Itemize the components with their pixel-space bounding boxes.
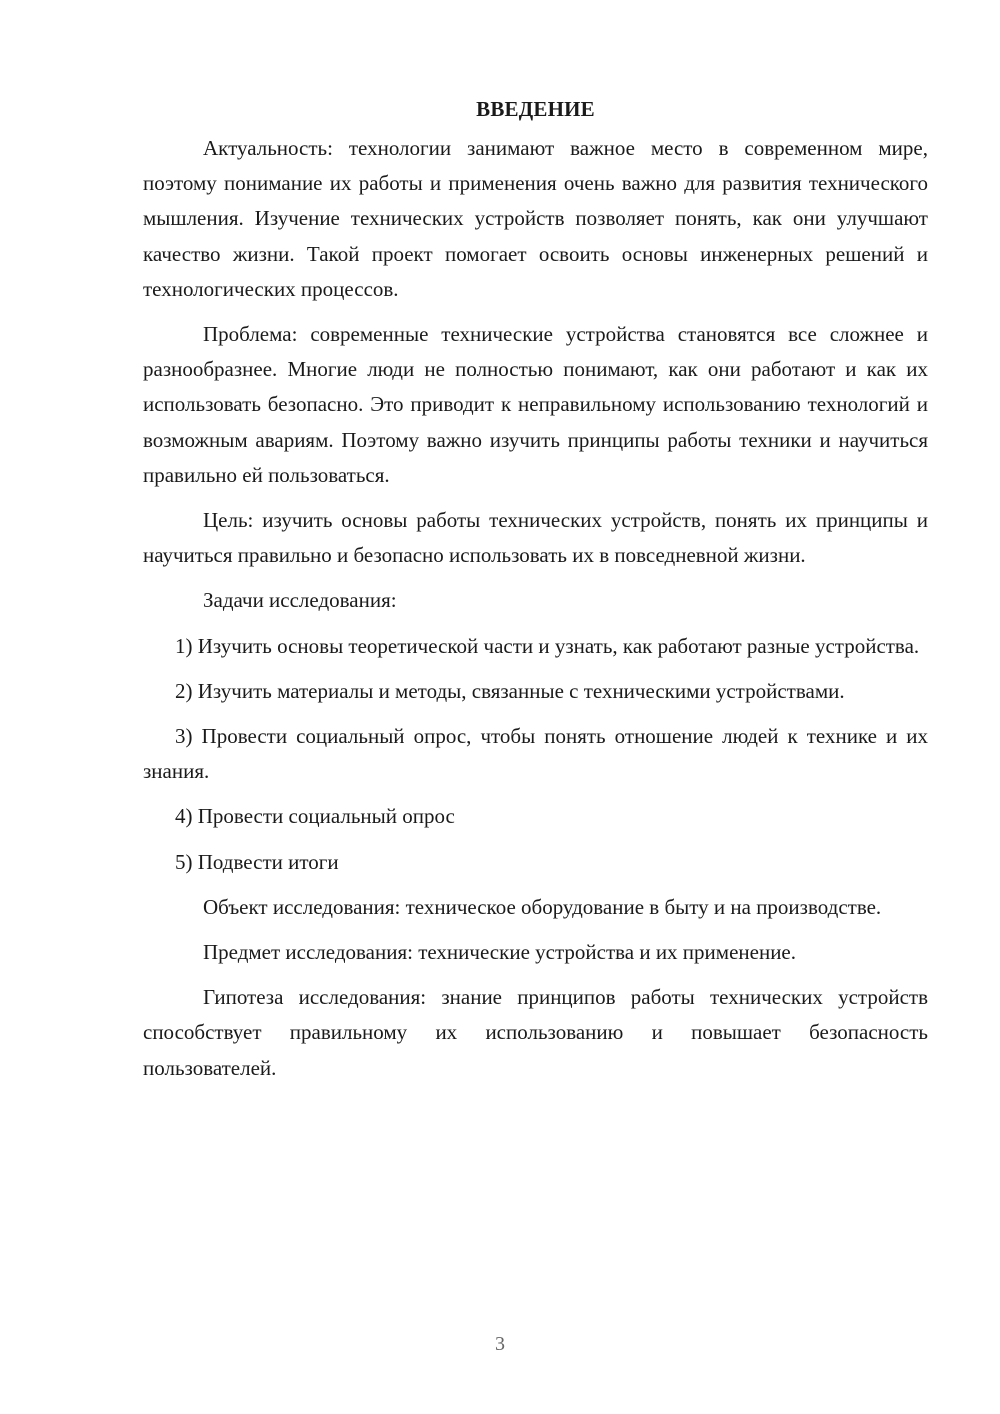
tasks-heading: Задачи исследования: [203,588,397,613]
goal-paragraph: Цель: изучить основы работы технических устройств, понять их принципы и научиться правильно и безопасно использовать их в повседневной жизни. [143,508,928,568]
task-item: 1) Изучить основы теоретической части и узнать, как работают разные устройства. [175,633,920,658]
object-paragraph: Объект исследования: техническое оборудование в быту и на производстве. [203,894,882,919]
document-page [143,92,928,1096]
hypothesis-paragraph: Гипотеза исследования: знание принципов работы технических устройств способствует правильному их использованию и повышает безопасность пользователей. [143,985,928,1080]
problem-paragraph: Проблема: современные технические устройства становятся все сложнее и разнообразнее. Многие люди не полностью понимают, как они работают и как их использовать безопасно. Это приводит к неправильному использованию технологий и возможным авариям. Поэтому важно изучить принципы работы техники и научиться правильно ей пользоваться. [143,322,928,487]
task-item: 4) Провести социальный опрос [175,804,455,829]
page-number: 3 [495,1333,505,1355]
task-item: 2) Изучить материалы и методы, связанные с техническими устройствами. [175,678,845,703]
task-item: 5) Подвести итоги [175,849,339,874]
task-item: 3) Провести социальный опрос, чтобы понять отношение людей к технике и их знания. [143,724,928,784]
subject-paragraph: Предмет исследования: технические устройства и их применение. [203,940,797,965]
relevance-paragraph: Актуальность: технологии занимают важное место в современном мире, поэтому понимание их работы и применения очень важно для развития технического мышления. Изучение технических устройств позволяет понять, как они улучшают качество жизни. Такой проект помогает освоить основы инженерных решений и технологических процессов. [143,136,928,301]
page-title: ВВЕДЕНИЕ [476,97,595,121]
